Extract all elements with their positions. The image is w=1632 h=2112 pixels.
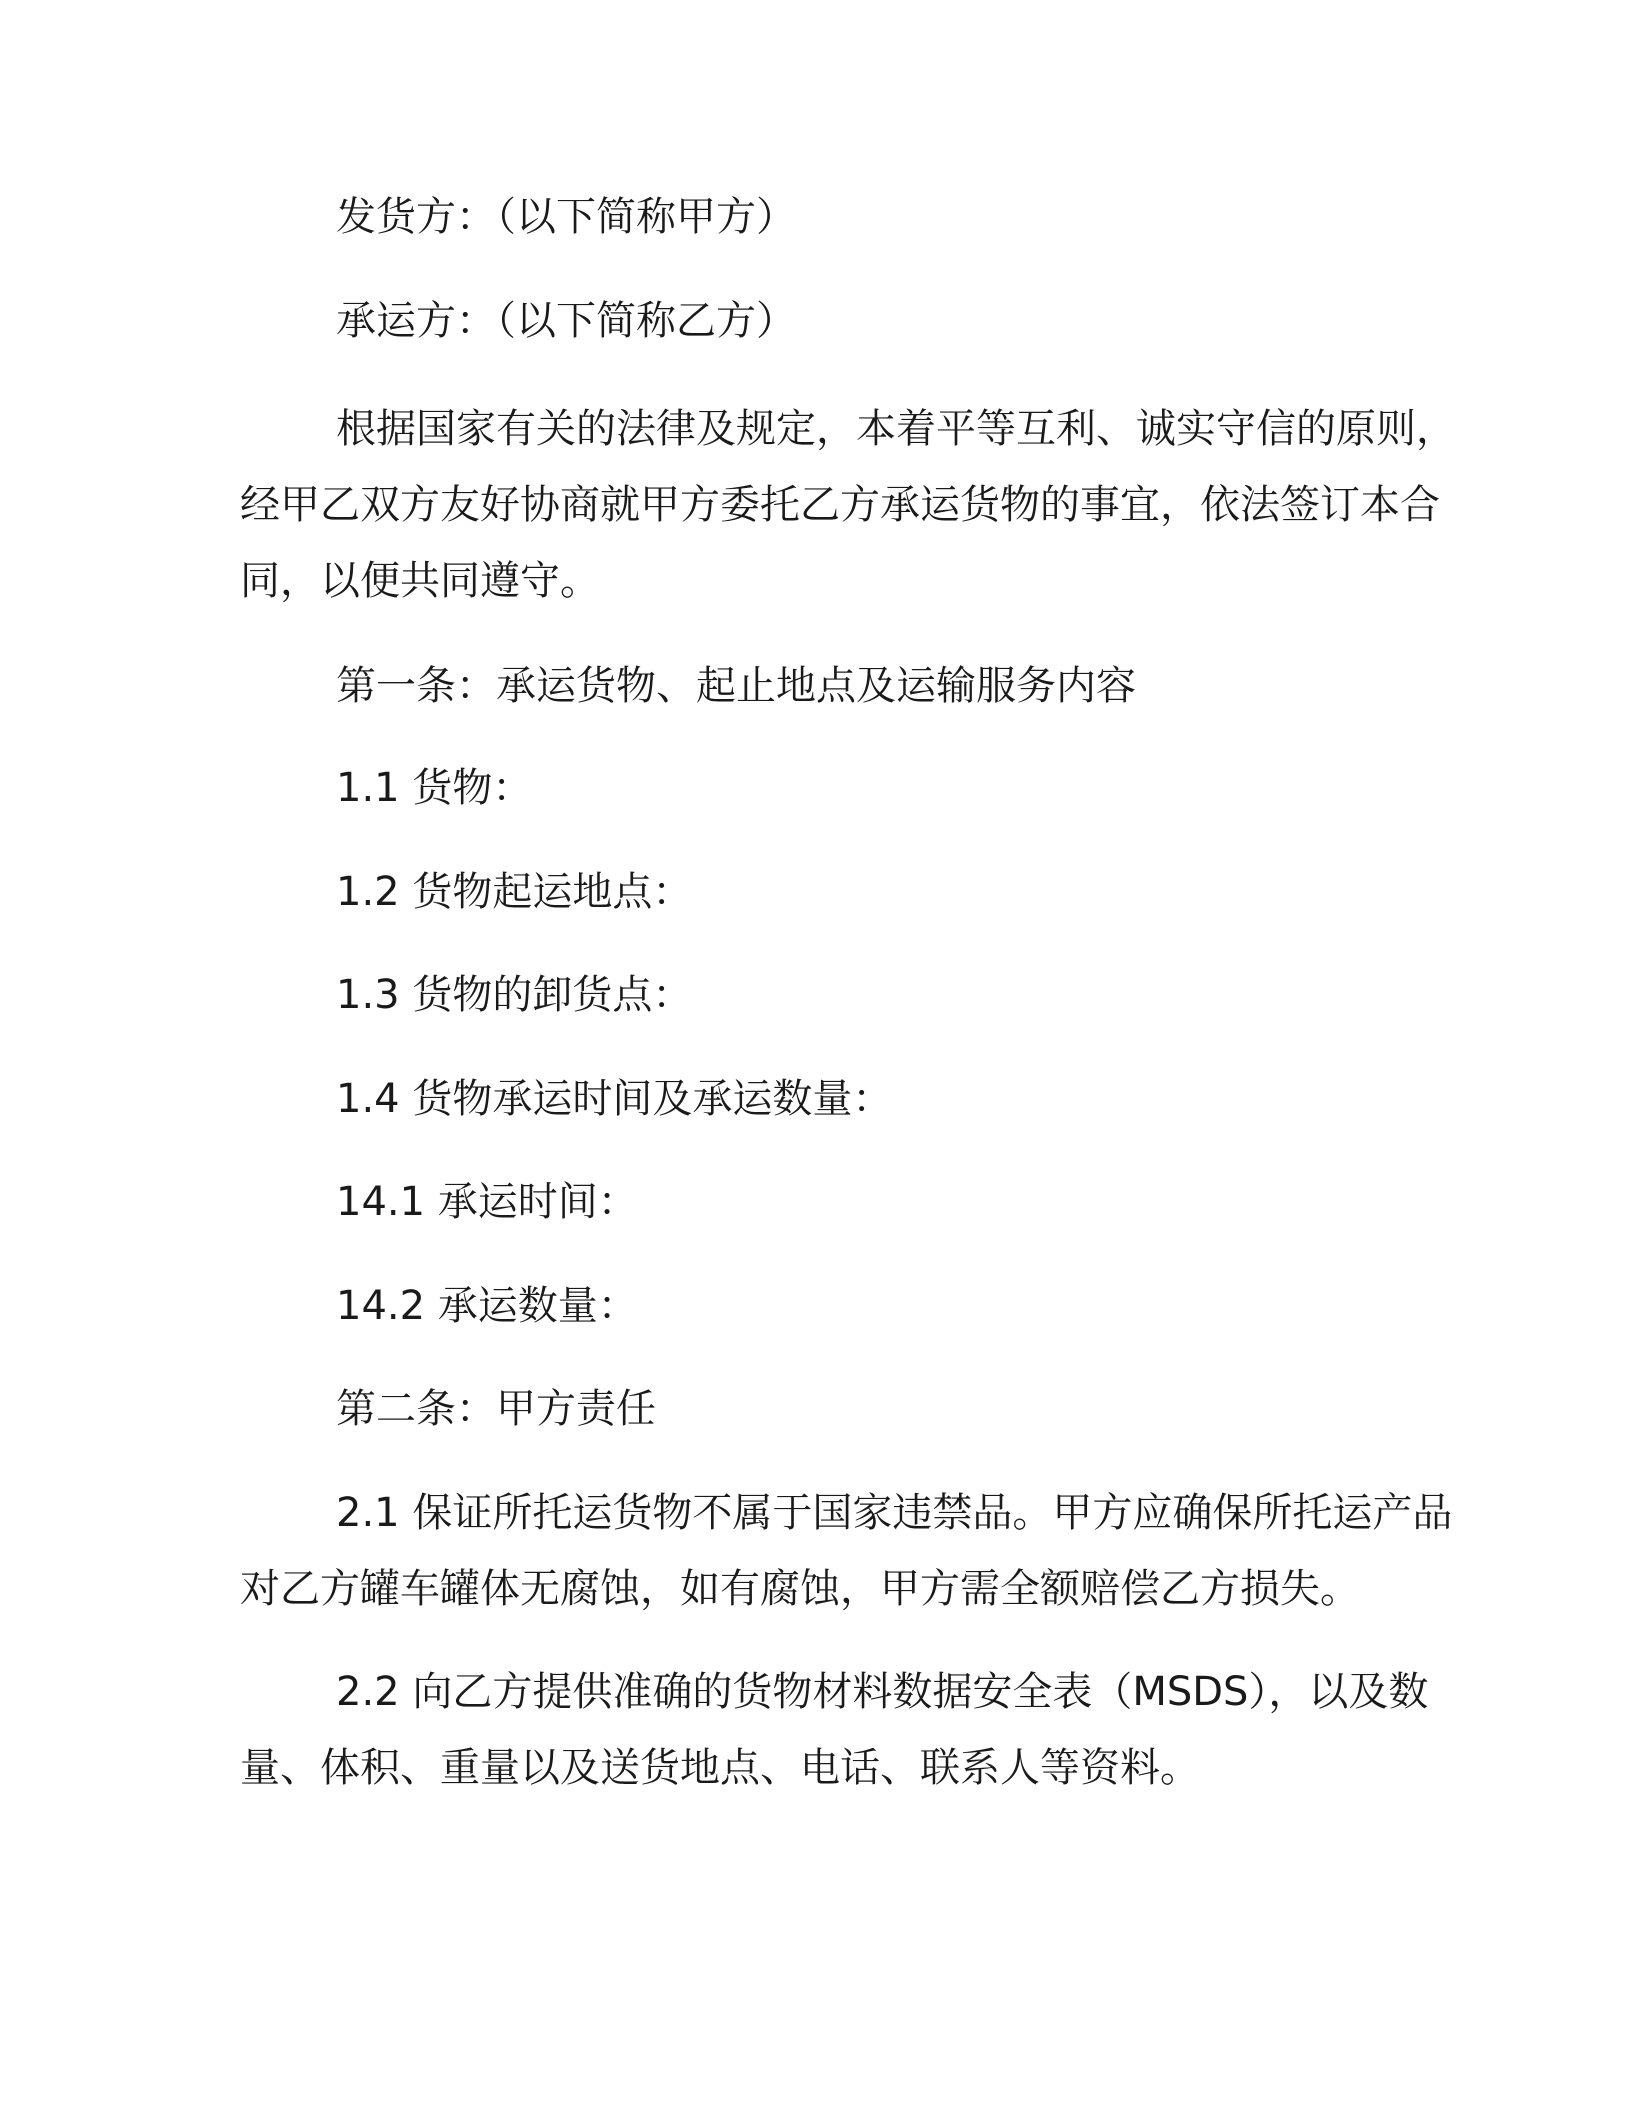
preamble-line-1: 根据国家有关的法律及规定，本着平等互利、诚实守信的原则，	[336, 406, 1456, 452]
clause-2-2-line-1: 2.2 向乙方提供准确的货物材料数据安全表（MSDS），以及数	[336, 1669, 1429, 1715]
article-2-heading: 第二条：甲方责任	[336, 1386, 656, 1432]
shipper-line: 发货方：（以下简称甲方）	[336, 194, 796, 240]
clause-14-2: 14.2 承运数量：	[336, 1283, 638, 1329]
clause-1-1: 1.1 货物：	[336, 765, 533, 811]
preamble-line-3: 同，以便共同遵守。	[240, 558, 600, 604]
preamble-line-2: 经甲乙双方友好协商就甲方委托乙方承运货物的事宜，依法签订本合	[240, 482, 1440, 528]
clause-2-2-line-2: 量、体积、重量以及送货地点、电话、联系人等资料。	[240, 1745, 1200, 1791]
clause-2-1-line-1: 2.1 保证所托运货物不属于国家违禁品。甲方应确保所托运产品	[336, 1490, 1453, 1536]
clause-1-2: 1.2 货物起运地点：	[336, 869, 693, 915]
carrier-line: 承运方：（以下简称乙方）	[336, 298, 796, 344]
clause-1-4: 1.4 货物承运时间及承运数量：	[336, 1076, 893, 1122]
clause-2-1-line-2: 对乙方罐车罐体无腐蚀，如有腐蚀，甲方需全额赔偿乙方损失。	[240, 1566, 1360, 1612]
clause-14-1: 14.1 承运时间：	[336, 1179, 638, 1225]
article-1-heading: 第一条：承运货物、起止地点及运输服务内容	[336, 663, 1136, 709]
clause-1-3: 1.3 货物的卸货点：	[336, 972, 693, 1018]
